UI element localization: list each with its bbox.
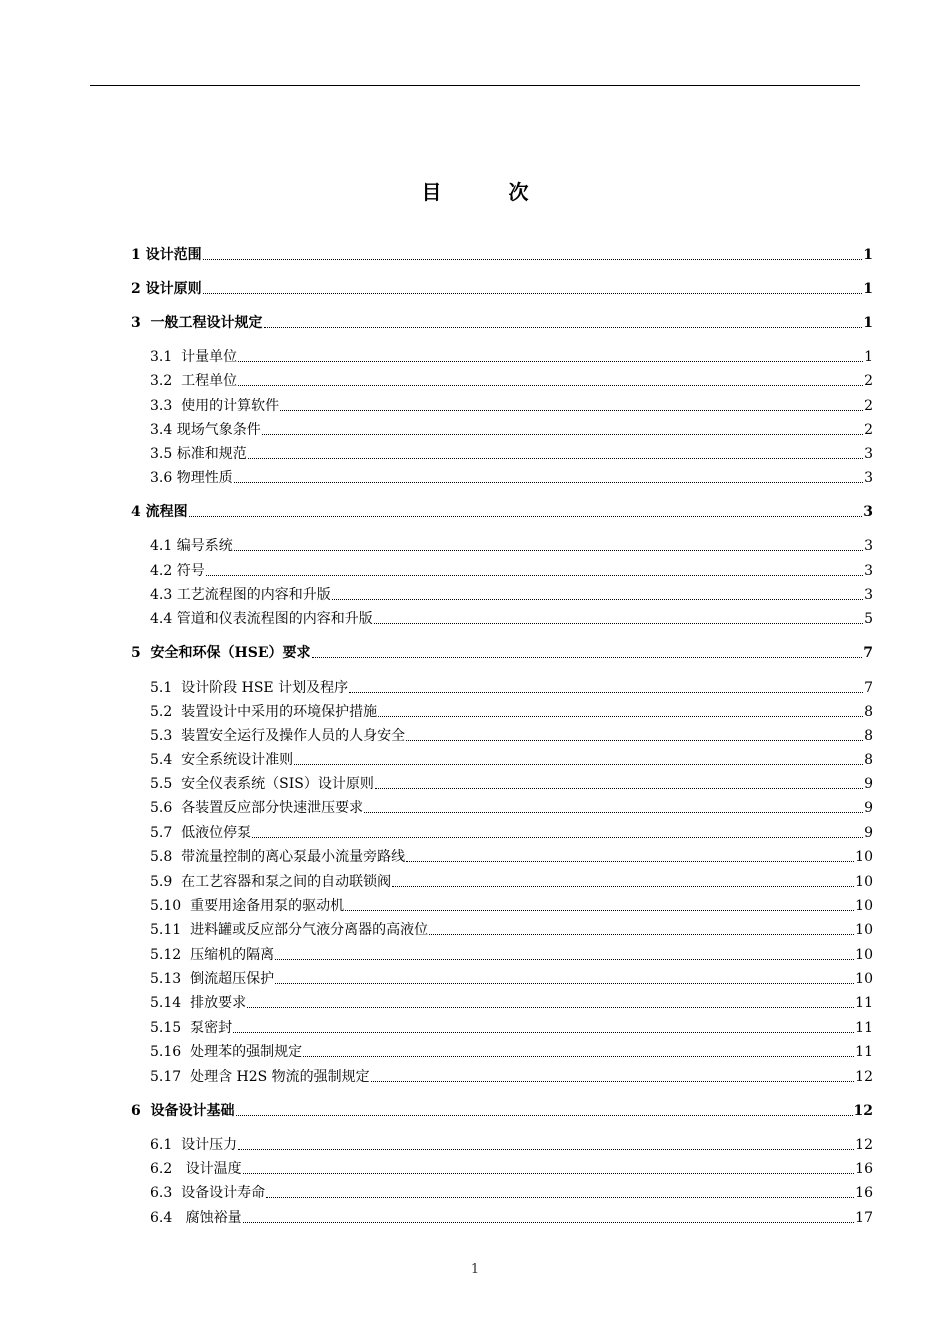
toc-entry-title: 5.4 安全系统设计准则 <box>150 752 294 768</box>
toc-entry-page: 3 <box>864 538 873 554</box>
toc-entry[interactable] <box>131 725 873 745</box>
toc-entry-title: 5.1 设计阶段 HSE 计划及程序 <box>150 680 349 696</box>
toc-entry[interactable] <box>131 1066 873 1086</box>
toc-title-char-1: 目 <box>421 180 442 204</box>
toc-leader-dots <box>248 458 863 459</box>
toc-entry-page: 10 <box>855 922 873 938</box>
toc-entry[interactable] <box>131 312 873 332</box>
toc-entry-page: 17 <box>855 1210 873 1226</box>
toc-entry[interactable] <box>131 944 873 964</box>
toc-entry-title: 3.2 工程单位 <box>150 373 238 389</box>
toc-entry-title: 5.2 装置设计中采用的环境保护措施 <box>150 704 378 720</box>
toc-leader-dots <box>234 482 863 483</box>
toc-entry-page: 7 <box>864 680 873 696</box>
toc-entry-page: 10 <box>855 971 873 987</box>
toc-entry[interactable] <box>131 1041 873 1061</box>
toc-leader-dots <box>371 1081 854 1082</box>
toc-entry[interactable] <box>131 846 873 866</box>
toc-leader-dots <box>374 623 863 624</box>
toc-entry-title: 5.16 处理苯的强制规定 <box>150 1044 303 1060</box>
toc-entry[interactable] <box>131 677 873 697</box>
toc-entry-title: 3.5 标准和规范 <box>150 446 247 462</box>
toc-entry[interactable] <box>131 919 873 939</box>
toc-leader-dots <box>264 327 863 328</box>
toc-entry-title: 4.2 符号 <box>150 563 205 579</box>
toc-leader-dots <box>266 1197 854 1198</box>
toc-entry-title: 5.10 重要用途备用泵的驱动机 <box>150 898 345 914</box>
toc-entry[interactable] <box>131 749 873 769</box>
toc-entry-title: 5.13 倒流超压保护 <box>150 971 275 987</box>
toc-entry[interactable] <box>131 1207 873 1227</box>
toc-leader-dots <box>203 259 863 260</box>
toc-leader-dots <box>349 692 863 693</box>
toc-entry[interactable] <box>131 608 873 628</box>
toc-entry[interactable] <box>131 1182 873 1202</box>
toc-entry[interactable] <box>131 419 873 439</box>
toc-entry-page: 1 <box>864 349 873 365</box>
toc-entry[interactable] <box>131 822 873 842</box>
toc-leader-dots <box>312 657 863 658</box>
toc-entry-title: 5.5 安全仪表系统（SIS）设计原则 <box>150 776 374 792</box>
toc-entry-title: 3.4 现场气象条件 <box>150 422 261 438</box>
toc-leader-dots <box>392 886 854 887</box>
toc-entry-page: 3 <box>864 446 873 462</box>
toc-entry-page: 10 <box>855 898 873 914</box>
toc-leader-dots <box>406 861 854 862</box>
toc-leader-dots <box>345 910 854 911</box>
toc-leader-dots <box>294 764 863 765</box>
toc-entry-page: 11 <box>855 1044 873 1060</box>
toc-entry-page: 10 <box>855 874 873 890</box>
toc-leader-dots <box>378 716 863 717</box>
toc-entry[interactable] <box>131 395 873 415</box>
toc-entry-page: 12 <box>855 1069 873 1085</box>
toc-leader-dots <box>243 1173 855 1174</box>
toc-entry-title: 5.15 泵密封 <box>150 1020 233 1036</box>
header-rule <box>90 85 860 86</box>
toc-entry[interactable] <box>131 797 873 817</box>
toc-entry-title: 4.3 工艺流程图的内容和升版 <box>150 587 331 603</box>
toc-entry-page: 7 <box>863 645 873 661</box>
toc-leader-dots <box>375 788 863 789</box>
toc-entry[interactable] <box>131 701 873 721</box>
toc-leader-dots <box>234 550 863 551</box>
toc-leader-dots <box>429 934 854 935</box>
toc-entry-page: 11 <box>855 1020 873 1036</box>
toc-entry-page: 1 <box>863 247 873 263</box>
toc-entry[interactable] <box>131 278 873 298</box>
toc-entry-title: 4.1 编号系统 <box>150 538 233 554</box>
toc-entry-title: 5.14 排放要求 <box>150 995 247 1011</box>
toc-entry-page: 2 <box>864 422 873 438</box>
toc-entry-title: 5.7 低液位停泵 <box>150 825 252 841</box>
toc-leader-dots <box>233 1032 854 1033</box>
toc-entry-page: 3 <box>864 470 873 486</box>
toc-entry-page: 8 <box>864 728 873 744</box>
toc-leader-dots <box>280 410 863 411</box>
toc-entry[interactable] <box>131 1017 873 1037</box>
toc-entry-title: 6.3 设备设计寿命 <box>150 1185 266 1201</box>
toc-entry-page: 3 <box>863 504 873 520</box>
toc-entry-page: 2 <box>864 398 873 414</box>
toc-entry-page: 16 <box>855 1161 873 1177</box>
toc-entry-page: 3 <box>864 587 873 603</box>
toc-entry[interactable] <box>131 244 873 264</box>
toc-entry[interactable] <box>131 443 873 463</box>
toc-entry-page: 16 <box>855 1185 873 1201</box>
toc-entry-title: 3.3 使用的计算软件 <box>150 398 280 414</box>
toc-leader-dots <box>262 434 863 435</box>
toc-entry-page: 5 <box>864 611 873 627</box>
toc-entry-title: 5.6 各装置反应部分快速泄压要求 <box>150 800 364 816</box>
toc-entry-title: 6 设备设计基础 <box>131 1103 235 1119</box>
toc-entry-title: 5.12 压缩机的隔离 <box>150 947 275 963</box>
toc-entry-title: 5.3 装置安全运行及操作人员的人身安全 <box>150 728 406 744</box>
toc-entry-page: 10 <box>855 849 873 865</box>
toc-title-char-2: 次 <box>508 180 529 204</box>
toc-entry-title: 1 设计范围 <box>131 247 202 263</box>
toc-entry-page: 2 <box>864 373 873 389</box>
toc-entry[interactable] <box>131 642 873 662</box>
toc-leader-dots <box>275 983 854 984</box>
toc-entry-title: 6.4 腐蚀裕量 <box>150 1210 242 1226</box>
toc-leader-dots <box>364 812 863 813</box>
toc-entry-title: 6.2 设计温度 <box>150 1161 242 1177</box>
toc-entry-title: 6.1 设计压力 <box>150 1137 238 1153</box>
toc-entry-page: 1 <box>863 281 873 297</box>
toc-leader-dots <box>203 293 863 294</box>
toc-entry[interactable] <box>131 895 873 915</box>
toc-leader-dots <box>238 361 863 362</box>
toc-entry[interactable] <box>131 584 873 604</box>
toc-entry-page: 12 <box>853 1103 873 1119</box>
toc-leader-dots <box>303 1056 854 1057</box>
toc-entry-page: 8 <box>864 752 873 768</box>
toc-entry[interactable] <box>131 535 873 555</box>
toc-entry-title: 4 流程图 <box>131 504 188 520</box>
toc-entry-title: 3.1 计量单位 <box>150 349 238 365</box>
toc-entry[interactable] <box>131 370 873 390</box>
toc-entry[interactable] <box>131 501 873 521</box>
toc-entry[interactable] <box>131 560 873 580</box>
toc-entry-title: 5.8 带流量控制的离心泵最小流量旁路线 <box>150 849 406 865</box>
toc-entry-page: 3 <box>864 563 873 579</box>
toc-leader-dots <box>238 385 863 386</box>
toc-entry-title: 4.4 管道和仪表流程图的内容和升版 <box>150 611 373 627</box>
toc-leader-dots <box>243 1222 855 1223</box>
toc-entry[interactable] <box>131 346 873 366</box>
toc-leader-dots <box>406 740 863 741</box>
toc-leader-dots <box>236 1115 853 1116</box>
toc-entry-page: 8 <box>864 704 873 720</box>
toc-entry-page: 10 <box>855 947 873 963</box>
toc-leader-dots <box>206 575 863 576</box>
toc-entry[interactable] <box>131 1158 873 1178</box>
toc-entry[interactable] <box>131 992 873 1012</box>
toc-leader-dots <box>247 1007 854 1008</box>
toc-entry-title: 5.9 在工艺容器和泵之间的自动联锁阀 <box>150 874 392 890</box>
toc-entry-title: 5.17 处理含 H2S 物流的强制规定 <box>150 1069 370 1085</box>
toc-leader-dots <box>252 837 863 838</box>
toc-entry-page: 11 <box>855 995 873 1011</box>
toc-leader-dots <box>238 1149 854 1150</box>
toc-entry-page: 9 <box>864 825 873 841</box>
toc-entry[interactable] <box>131 871 873 891</box>
toc-entry[interactable] <box>131 1134 873 1154</box>
toc-leader-dots <box>332 599 863 600</box>
toc-entry-page: 1 <box>863 315 873 331</box>
toc-entry-title: 3.6 物理性质 <box>150 470 233 486</box>
toc-entry-title: 5.11 进料罐或反应部分气液分离器的高液位 <box>150 922 429 938</box>
footer-page-number: 1 <box>470 1262 480 1277</box>
toc-entry-title: 3 一般工程设计规定 <box>131 315 263 331</box>
toc-entry[interactable] <box>131 1100 873 1120</box>
toc-entry-page: 9 <box>864 800 873 816</box>
toc-entry[interactable] <box>131 467 873 487</box>
toc-leader-dots <box>189 516 863 517</box>
toc-entry-title: 5 安全和环保（HSE）要求 <box>131 645 311 661</box>
toc-entry-page: 12 <box>855 1137 873 1153</box>
toc-leader-dots <box>275 959 854 960</box>
toc-entry[interactable] <box>131 773 873 793</box>
toc-entry[interactable] <box>131 968 873 988</box>
toc-entry-title: 2 设计原则 <box>131 281 202 297</box>
toc-entry-page: 9 <box>864 776 873 792</box>
toc-title <box>0 176 950 205</box>
